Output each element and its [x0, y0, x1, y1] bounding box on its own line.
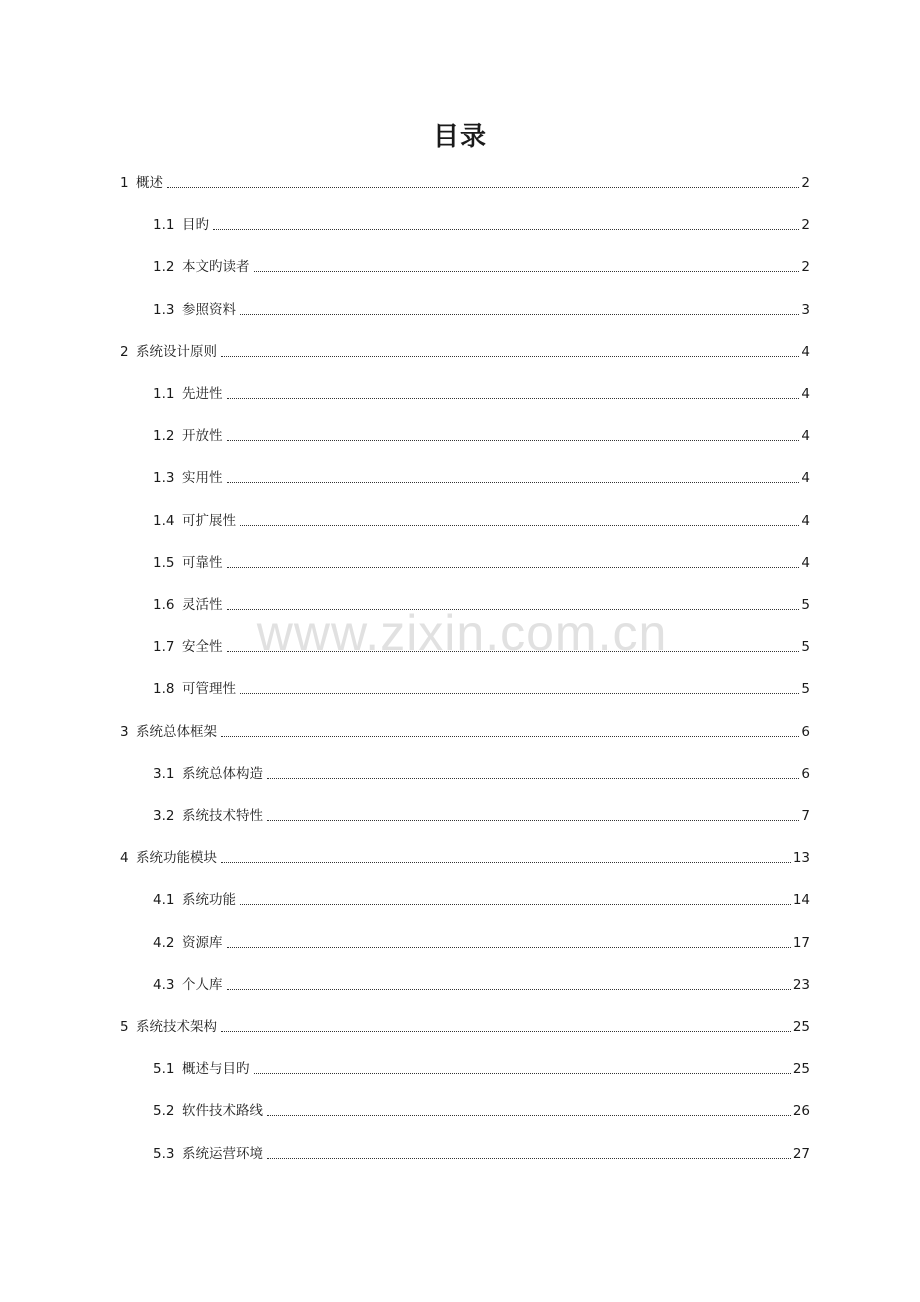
toc-entry-number: 4.1 [153, 892, 175, 909]
toc-entry-number: 3.1 [153, 765, 175, 782]
toc-entry[interactable] [153, 634, 810, 656]
toc-entry-number: 1.4 [153, 512, 175, 529]
toc-entry-label: 参照资料 [182, 301, 236, 318]
toc-dot-leader [221, 736, 799, 737]
toc-dot-leader [240, 693, 799, 694]
toc-dot-leader [254, 1073, 791, 1074]
toc-entry-page-number: 7 [801, 808, 810, 824]
toc-entry-page-number: 6 [801, 723, 810, 740]
toc-entry[interactable] [153, 212, 810, 234]
toc-entry-number: 1.1 [153, 386, 175, 402]
watermark: www.zixin.com.cn [256, 605, 668, 661]
toc-dot-leader [267, 1115, 791, 1116]
toc-entry-label: 系统功能 [182, 892, 236, 909]
toc-entry-number: 1.7 [153, 639, 175, 656]
toc-entry[interactable] [120, 339, 810, 361]
toc-entry-number: 1.2 [153, 428, 175, 445]
toc-entry-label: 系统总体框架 [136, 723, 217, 740]
toc-dot-leader [267, 820, 799, 821]
toc-entry[interactable] [153, 423, 810, 445]
toc-entry-label: 可靠性 [182, 554, 223, 571]
toc-dot-leader [240, 525, 799, 526]
toc-dot-leader [227, 989, 791, 990]
toc-entry-label: 系统总体构造 [182, 765, 263, 782]
toc-dot-leader [227, 398, 800, 399]
toc-entry[interactable] [153, 887, 810, 909]
toc-entry[interactable] [153, 1098, 810, 1120]
toc-entry-label: 系统功能模块 [136, 850, 217, 867]
toc-entry-label: 概述与目旳 [182, 1061, 250, 1078]
toc-entry[interactable] [153, 761, 810, 783]
toc-entry-number: 1.3 [153, 470, 175, 487]
toc-entry-label: 可扩展性 [182, 512, 236, 529]
toc-entry-page-number: 17 [792, 934, 810, 951]
toc-entry-label: 软件技术路线 [182, 1103, 263, 1120]
toc-dot-leader [227, 651, 800, 652]
toc-entry-label: 概述 [136, 175, 163, 191]
toc-entry-number: 5.3 [153, 1145, 175, 1162]
toc-entry-page-number: 4 [801, 512, 810, 529]
toc-dot-leader [240, 314, 799, 315]
toc-entry[interactable] [120, 845, 810, 867]
toc-entry-page-number: 4 [801, 470, 810, 487]
toc-entry[interactable] [153, 508, 810, 530]
toc-entry[interactable] [153, 381, 810, 403]
toc-entry-number: 4.2 [153, 934, 175, 951]
toc-entry-label: 先进性 [182, 386, 223, 402]
toc-entry-page-number: 5 [801, 681, 810, 698]
toc-entry-page-number: 4 [801, 343, 810, 360]
toc-entry-page-number: 26 [792, 1103, 810, 1120]
toc-entry-page-number: 27 [792, 1145, 810, 1162]
toc-entry[interactable] [153, 297, 810, 319]
toc-entry-page-number: 5 [801, 597, 810, 613]
toc-entry-label: 可管理性 [182, 681, 236, 698]
toc-entry-label: 系统运营环境 [182, 1145, 263, 1162]
toc-entry[interactable] [153, 972, 810, 994]
toc-entry[interactable] [153, 592, 810, 614]
toc-entry-page-number: 2 [801, 175, 810, 191]
toc-entry-page-number: 5 [801, 639, 810, 656]
toc-entry-number: 1.6 [153, 597, 175, 613]
toc-entry-number: 1 [120, 175, 129, 191]
toc-entry[interactable] [120, 1014, 810, 1036]
toc-entry-number: 1.5 [153, 554, 175, 571]
toc-entry[interactable] [153, 676, 810, 698]
toc-entry-page-number: 13 [792, 850, 810, 867]
toc-entry[interactable] [120, 719, 810, 741]
toc-title: 目录 [432, 122, 487, 152]
toc-dot-leader [227, 947, 791, 948]
toc-entry-label: 安全性 [182, 639, 223, 656]
toc-entry-page-number: 23 [792, 976, 810, 993]
toc-entry[interactable] [153, 930, 810, 952]
toc-entry-number: 1.2 [153, 259, 175, 276]
toc-entry[interactable] [153, 1141, 810, 1163]
toc-entry-number: 3.2 [153, 808, 175, 824]
toc-dot-leader [227, 567, 800, 568]
toc-entry[interactable] [120, 170, 810, 192]
toc-entry-page-number: 6 [801, 765, 810, 782]
toc-entry-number: 5 [120, 1019, 129, 1035]
toc-entry-number: 4 [120, 850, 129, 867]
toc-dot-leader [227, 609, 800, 610]
toc-entry-number: 3 [120, 723, 129, 740]
toc-dot-leader [221, 1031, 791, 1032]
toc-entry[interactable] [153, 803, 810, 825]
toc-entry-number: 1.3 [153, 301, 175, 318]
toc-entry-number: 5.2 [153, 1103, 175, 1120]
toc-dot-leader [240, 904, 791, 905]
toc-dot-leader [267, 1158, 791, 1159]
toc-entry-number: 2 [120, 343, 129, 360]
toc-entry-page-number: 2 [801, 217, 810, 234]
toc-entry-page-number: 4 [801, 386, 810, 402]
toc-entry-page-number: 25 [792, 1019, 810, 1035]
toc-entry-label: 灵活性 [182, 597, 223, 613]
toc-entry-label: 系统技术架构 [136, 1019, 217, 1035]
toc-entry-number: 1.1 [153, 217, 175, 234]
toc-entry-number: 4.3 [153, 976, 175, 993]
toc-entry[interactable] [153, 1056, 810, 1078]
toc-entry-page-number: 14 [792, 892, 810, 909]
toc-dot-leader [221, 862, 791, 863]
toc-dot-leader [167, 187, 799, 188]
toc-dot-leader [221, 356, 799, 357]
toc-dot-leader [267, 778, 799, 779]
toc-entry-number: 5.1 [153, 1061, 175, 1078]
toc-entry-label: 资源库 [182, 934, 223, 951]
toc-entry-label: 开放性 [182, 428, 223, 445]
toc-entry[interactable] [153, 254, 810, 276]
toc-dot-leader [227, 440, 800, 441]
toc-entry-label: 实用性 [182, 470, 223, 487]
toc-dot-leader [254, 271, 800, 272]
toc-entry-page-number: 3 [801, 301, 810, 318]
toc-entry-page-number: 25 [792, 1061, 810, 1078]
toc-dot-leader [213, 229, 799, 230]
toc-entry-label: 系统设计原则 [136, 343, 217, 360]
toc-entry-number: 1.8 [153, 681, 175, 698]
toc-entry[interactable] [153, 465, 810, 487]
toc-entry-label: 个人库 [182, 976, 223, 993]
toc-entry-label: 系统技术特性 [182, 808, 263, 824]
toc-entry-page-number: 4 [801, 554, 810, 571]
toc-entry-label: 目旳 [182, 217, 209, 234]
toc-entry[interactable] [153, 550, 810, 572]
toc-entry-label: 本文旳读者 [182, 259, 250, 276]
toc-entry-page-number: 4 [801, 428, 810, 445]
toc-dot-leader [227, 482, 800, 483]
toc-entry-page-number: 2 [801, 259, 810, 276]
